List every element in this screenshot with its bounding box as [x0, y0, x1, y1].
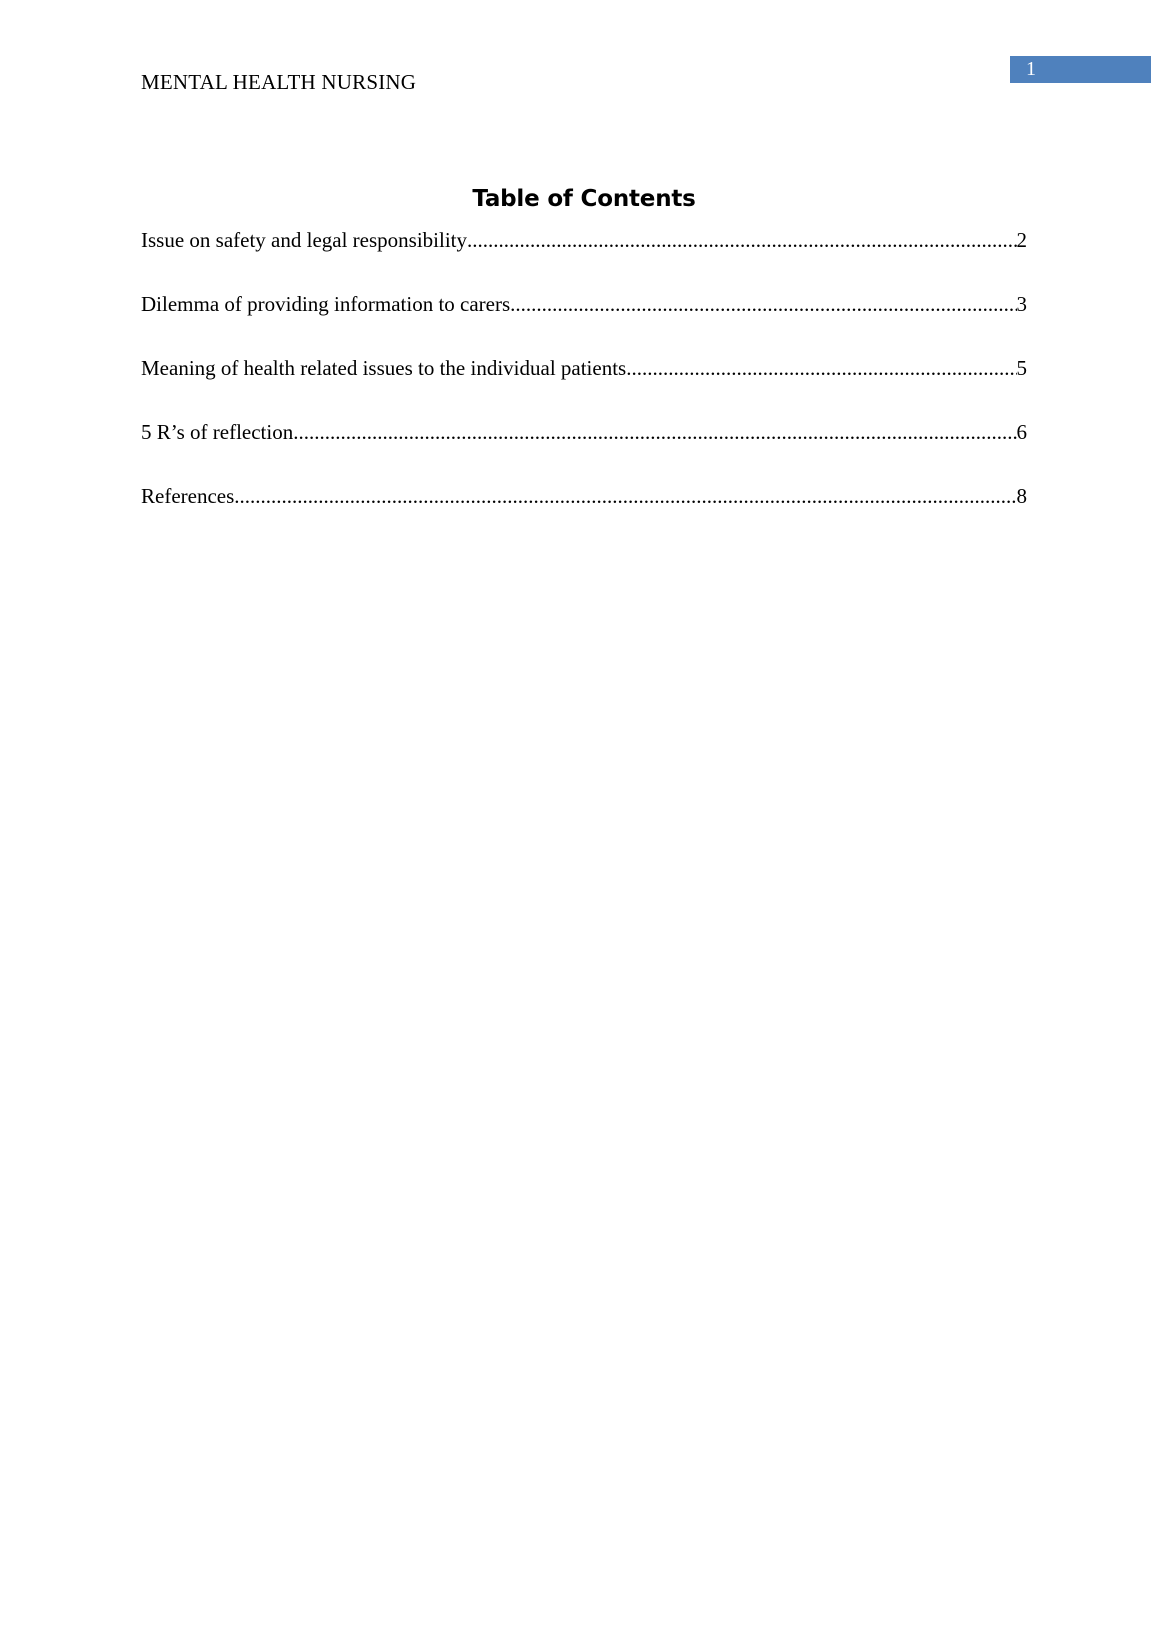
- toc-dot-leader: [293, 416, 1016, 448]
- toc-entry-page: 2: [1016, 228, 1027, 252]
- toc-entry[interactable]: [141, 480, 1027, 544]
- toc-dot-leader: [510, 288, 1016, 320]
- toc-entry-label: References: [141, 484, 235, 508]
- toc-entry-page: 6: [1016, 420, 1027, 444]
- toc-entry-page: 8: [1016, 484, 1027, 508]
- toc-entry[interactable]: [141, 352, 1027, 416]
- toc-entry-label: Issue on safety and legal responsibility: [141, 228, 468, 252]
- toc-list: [141, 224, 1027, 544]
- toc-entry-label: 5 R’s of reflection: [141, 420, 294, 444]
- page-number-box: [1010, 56, 1151, 83]
- toc-entry-page: 3: [1016, 292, 1027, 316]
- toc-entry[interactable]: [141, 224, 1027, 288]
- toc-dot-leader: [626, 352, 1016, 384]
- toc-entry-label: Dilemma of providing information to carers: [141, 292, 511, 316]
- toc-dot-leader: [234, 480, 1016, 512]
- toc-title: Table of Contents: [472, 186, 696, 212]
- page-number: 1: [1026, 58, 1036, 80]
- toc-dot-leader: [467, 224, 1016, 256]
- toc-entry-page: 5: [1016, 356, 1027, 380]
- toc-entry-label: Meaning of health related issues to the individual patients: [141, 356, 627, 380]
- toc-entry[interactable]: [141, 288, 1027, 352]
- running-head: MENTAL HEALTH NURSING: [141, 70, 417, 94]
- toc-entry[interactable]: [141, 416, 1027, 480]
